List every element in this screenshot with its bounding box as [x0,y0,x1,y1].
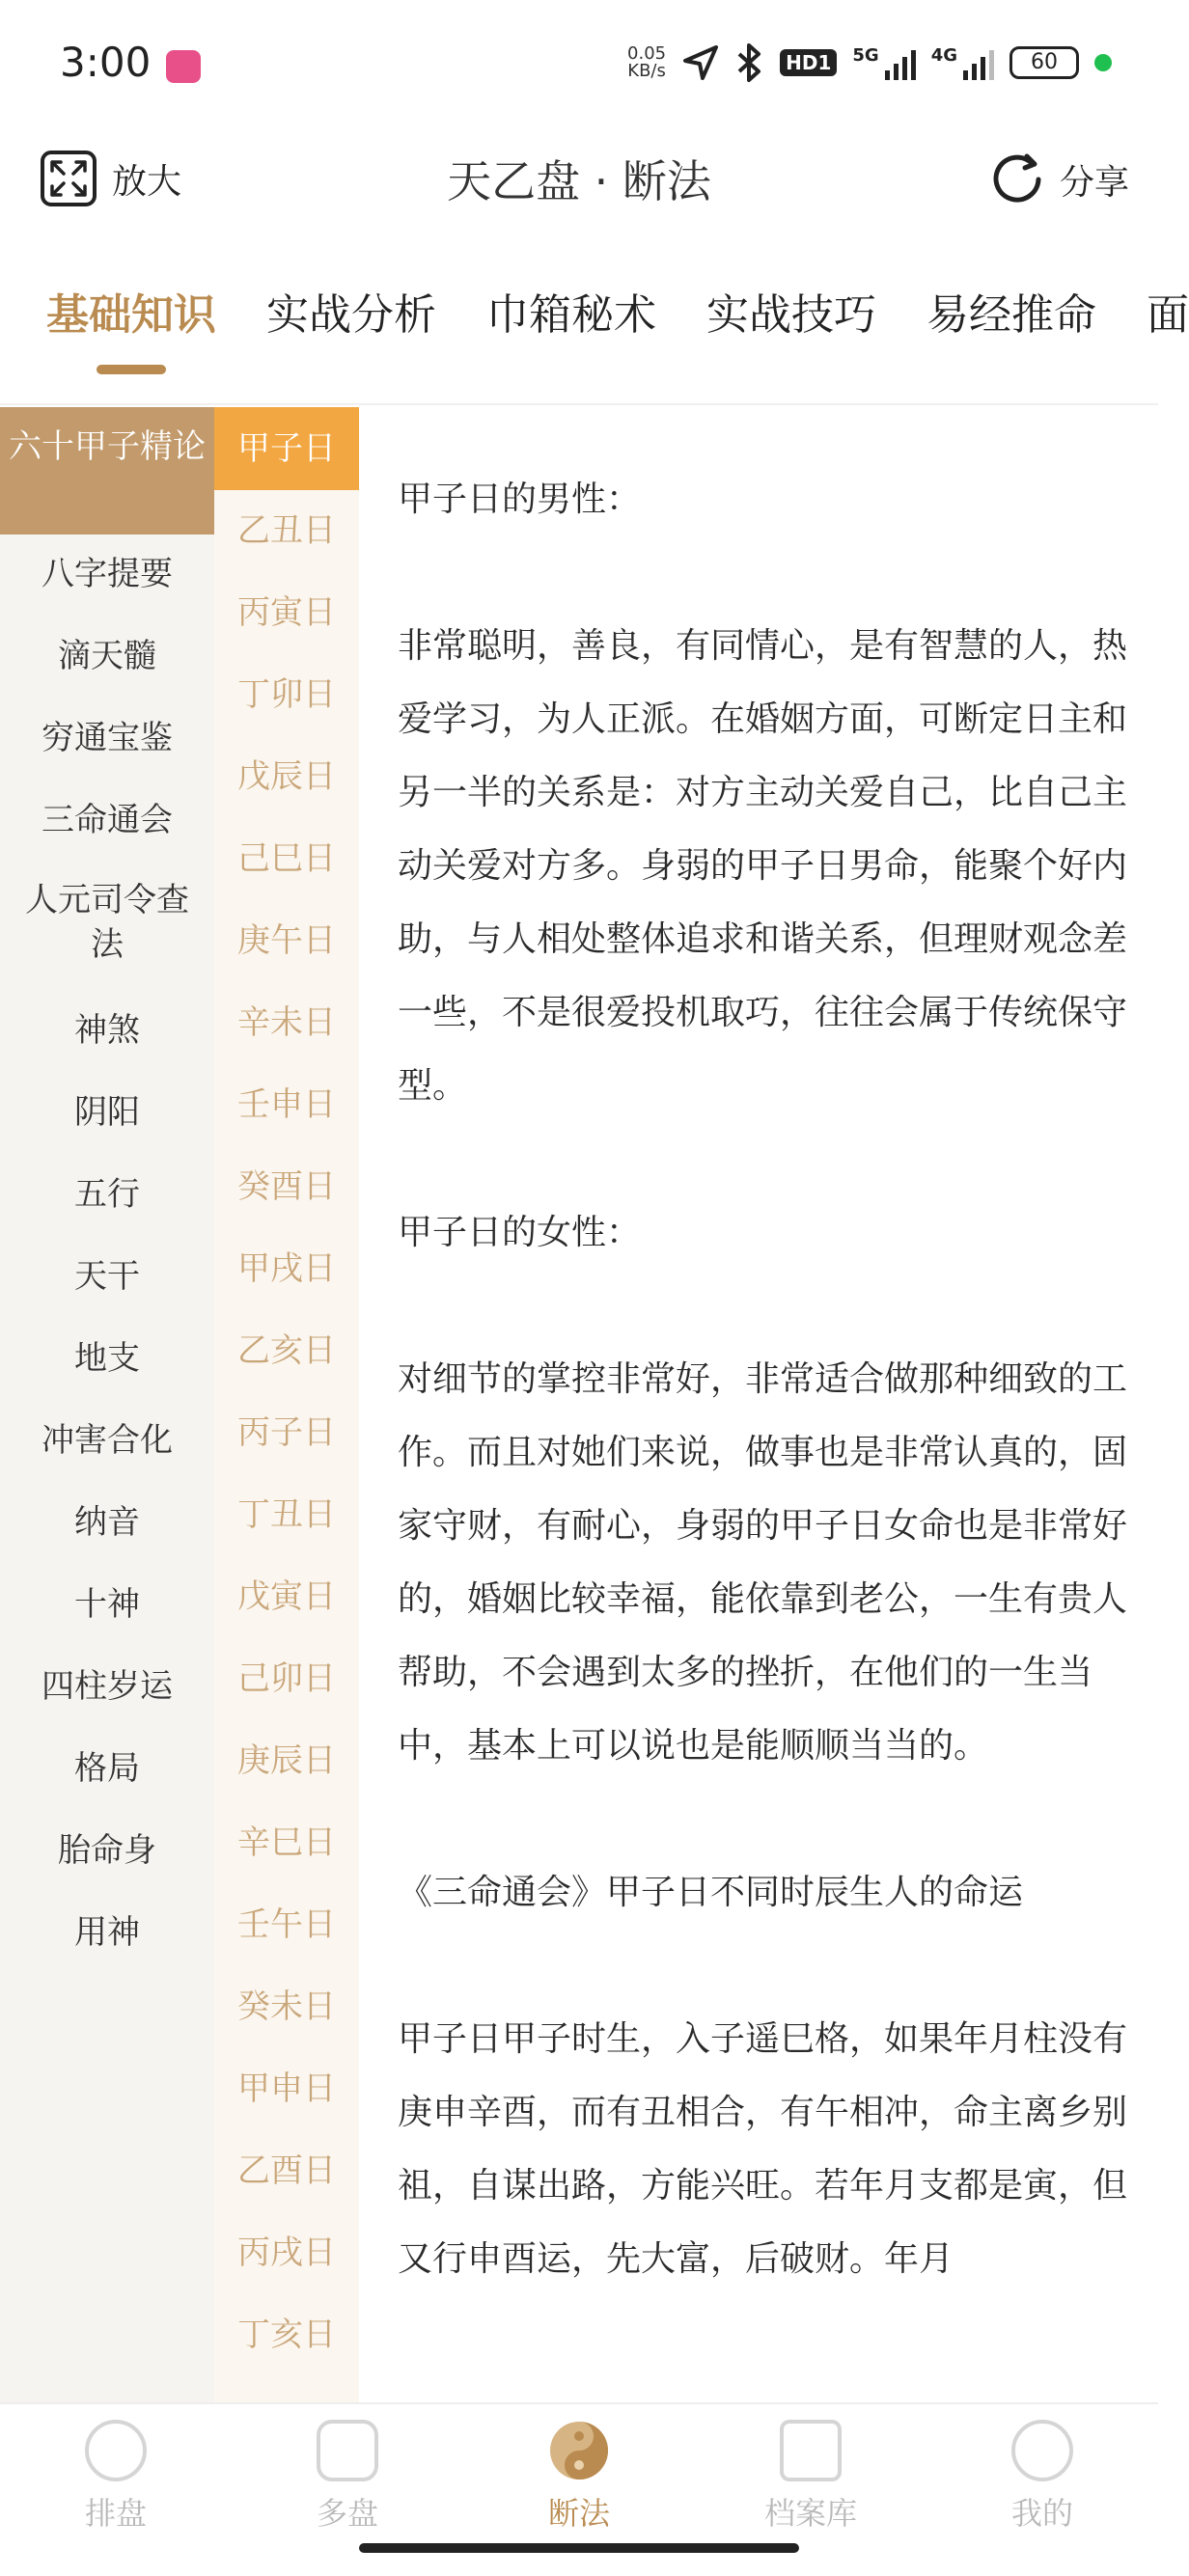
sidebar-item-sanming-tonghui[interactable]: 三命通会 [41,801,173,839]
status-bar [0,0,1158,125]
sidebar-item-qiongtong-baojian[interactable]: 穷通宝鉴 [41,719,173,757]
stack-icon [317,2420,378,2481]
sidebar-item-geju[interactable]: 格局 [74,1749,140,1788]
compass-icon [85,2420,147,2481]
sidebar-item-bazi-tiyao[interactable]: 八字提要 [41,555,173,593]
category-sidebar [0,407,214,2402]
sidebar-item-shishen[interactable]: 十神 [74,1585,140,1624]
sidebar-item-sizhu-suiyun[interactable]: 四柱岁运 [41,1667,173,1706]
share-label: 分享 [1059,162,1129,203]
sidebar-item-shensha[interactable]: 神煞 [74,1011,140,1050]
day-item[interactable]: 丙戌日 [237,2233,336,2272]
signal-5g-label: 5G [852,45,879,66]
day-item[interactable]: 丙子日 [237,1413,336,1452]
tab-yijing-fortune[interactable]: 易经推命 [926,290,1096,340]
day-item[interactable]: 辛未日 [237,1003,336,1042]
sidebar-item-yinyang[interactable]: 阴阳 [74,1093,140,1132]
day-item[interactable]: 乙酉日 [237,2151,336,2190]
day-item[interactable]: 己卯日 [237,1659,336,1698]
hd-badge: HD1 [780,49,837,76]
sidebar-item-nayin[interactable]: 纳音 [74,1503,140,1542]
privacy-indicator-icon [1094,54,1112,71]
sidebar-item-dizhi[interactable]: 地支 [74,1339,140,1378]
sidebar-item-taimingshen[interactable]: 胎命身 [58,1831,156,1870]
day-item[interactable]: 壬午日 [237,1905,336,1944]
day-item[interactable]: 甲申日 [237,2069,336,2108]
app-notification-icon [166,50,201,83]
section-heading: 《三命通会》甲子日不同时辰生人的命运 [398,1873,1024,1912]
day-item-jiazi[interactable]: 甲子日 [214,407,359,490]
day-item[interactable]: 丁卯日 [237,675,336,714]
day-item[interactable]: 戊辰日 [237,757,336,796]
female-heading: 甲子日的女性： [398,1213,642,1252]
day-item[interactable]: 丁丑日 [237,1495,336,1534]
nav-archive[interactable] [714,2420,907,2534]
bluetooth-icon [735,42,764,83]
day-item[interactable]: 辛巳日 [237,1823,336,1862]
day-item[interactable]: 甲戌日 [237,1249,336,1288]
status-time: 3:00 [60,39,152,86]
male-paragraph: 非常聪明，善良，有同情心，是有智慧的人，热爱学习，为人正派。在婚姻方面，可断定日主和另一半的关系是：对方主动关爱自己，比自己主动关爱对方多。身弱的甲子日男命，能聚个好内助，与人相处整体追求和谐关系，但理财观念差一些，不是很爱投机取巧，往往会属于传统保守型。 [398,626,1128,1106]
sidebar-item-tiangan[interactable]: 天干 [74,1257,140,1296]
signal-5g-icon [852,45,915,80]
net-speed-unit: KB/s [627,61,666,81]
day-item[interactable]: 乙丑日 [237,511,336,550]
yin-yang-icon [548,2420,610,2481]
signal-4g-icon [931,45,994,80]
nav-duanfa-label: 断法 [547,2495,610,2532]
tab-practical-analysis[interactable]: 实战分析 [266,290,436,340]
status-icons [627,42,1112,83]
sidebar-item-wuxing[interactable]: 五行 [74,1175,140,1214]
tab-indicator [97,365,166,374]
female-paragraph: 对细节的掌控非常好，非常适合做那种细致的工作。而且对她们来说，做事也是非常认真的，固家守财，有耐心，身弱的甲子日女命也是非常好的，婚姻比较幸福，能依靠到老公，一生有贵人帮助，不会遇到太多的挫折，在他们的一生当中，基本上可以说也是能顺顺当当的。 [398,1359,1128,1766]
nav-multi-label: 多盘 [316,2495,378,2532]
day-item[interactable]: 己巳日 [237,839,336,878]
nav-paipan[interactable] [19,2420,212,2534]
day-item[interactable]: 丙寅日 [237,593,336,632]
sidebar-item-sixty-jiazi[interactable]: 六十甲子精论 [0,407,214,534]
nav-mine-label: 我的 [1010,2495,1073,2532]
net-speed [627,45,666,80]
nav-duanfa[interactable] [483,2420,676,2534]
location-icon [681,43,720,82]
zoom-label: 放大 [112,161,182,202]
tab-basic-knowledge[interactable]: 基础知识 [46,290,216,340]
day-item[interactable]: 丁亥日 [237,2316,336,2354]
sidebar-item-renyuan-siling[interactable]: 人元司令查法 [25,881,189,964]
sidebar-item-ditiansui[interactable]: 滴天髓 [58,637,156,675]
day-item[interactable]: 癸酉日 [237,1167,336,1206]
male-heading: 甲子日的男性： [398,480,642,519]
user-icon [1011,2420,1073,2481]
section-paragraph: 甲子日甲子时生，入子遥巳格，如果年月柱没有庚申辛酉，而有丑相合，有午相冲，命主离乡别祖，自谋出路，方能兴旺。若年月支都是寅，但又行申酉运，先大富，后破财。年月 [398,2019,1128,2279]
day-item[interactable]: 癸未日 [237,1987,336,2026]
page-title: 天乙盘 · 断法 [447,155,711,207]
day-item[interactable]: 壬申日 [237,1085,336,1124]
app-header [0,125,1158,241]
article-content [398,463,1131,2370]
divider [0,403,1158,405]
sidebar-item-chonghai-hehua[interactable]: 冲害合化 [41,1421,173,1460]
day-item[interactable]: 乙亥日 [237,1331,336,1370]
battery-icon: 60 [1009,46,1079,79]
nav-mine[interactable] [946,2420,1139,2534]
nav-multi[interactable] [251,2420,444,2534]
tab-practical-skills[interactable]: 实战技巧 [706,290,876,340]
category-tabs [0,260,1189,386]
folder-icon [780,2420,842,2481]
signal-4g-label: 4G [930,45,957,66]
day-item[interactable]: 庚辰日 [237,1741,336,1780]
share-button[interactable] [988,151,1129,208]
home-indicator [359,2543,799,2553]
tab-jinxiang-secrets[interactable]: 巾箱秘术 [486,290,656,340]
day-list [214,407,359,2402]
share-refresh-icon [988,151,1046,208]
net-speed-value: 0.05 [627,43,667,64]
nav-archive-label: 档案库 [763,2495,857,2532]
day-item[interactable]: 戊寅日 [237,1577,336,1616]
day-item[interactable]: 庚午日 [237,921,336,960]
nav-paipan-label: 排盘 [84,2495,147,2532]
tab-more[interactable]: 面 [1147,290,1189,340]
sidebar-item-yongshen[interactable]: 用神 [74,1913,140,1952]
